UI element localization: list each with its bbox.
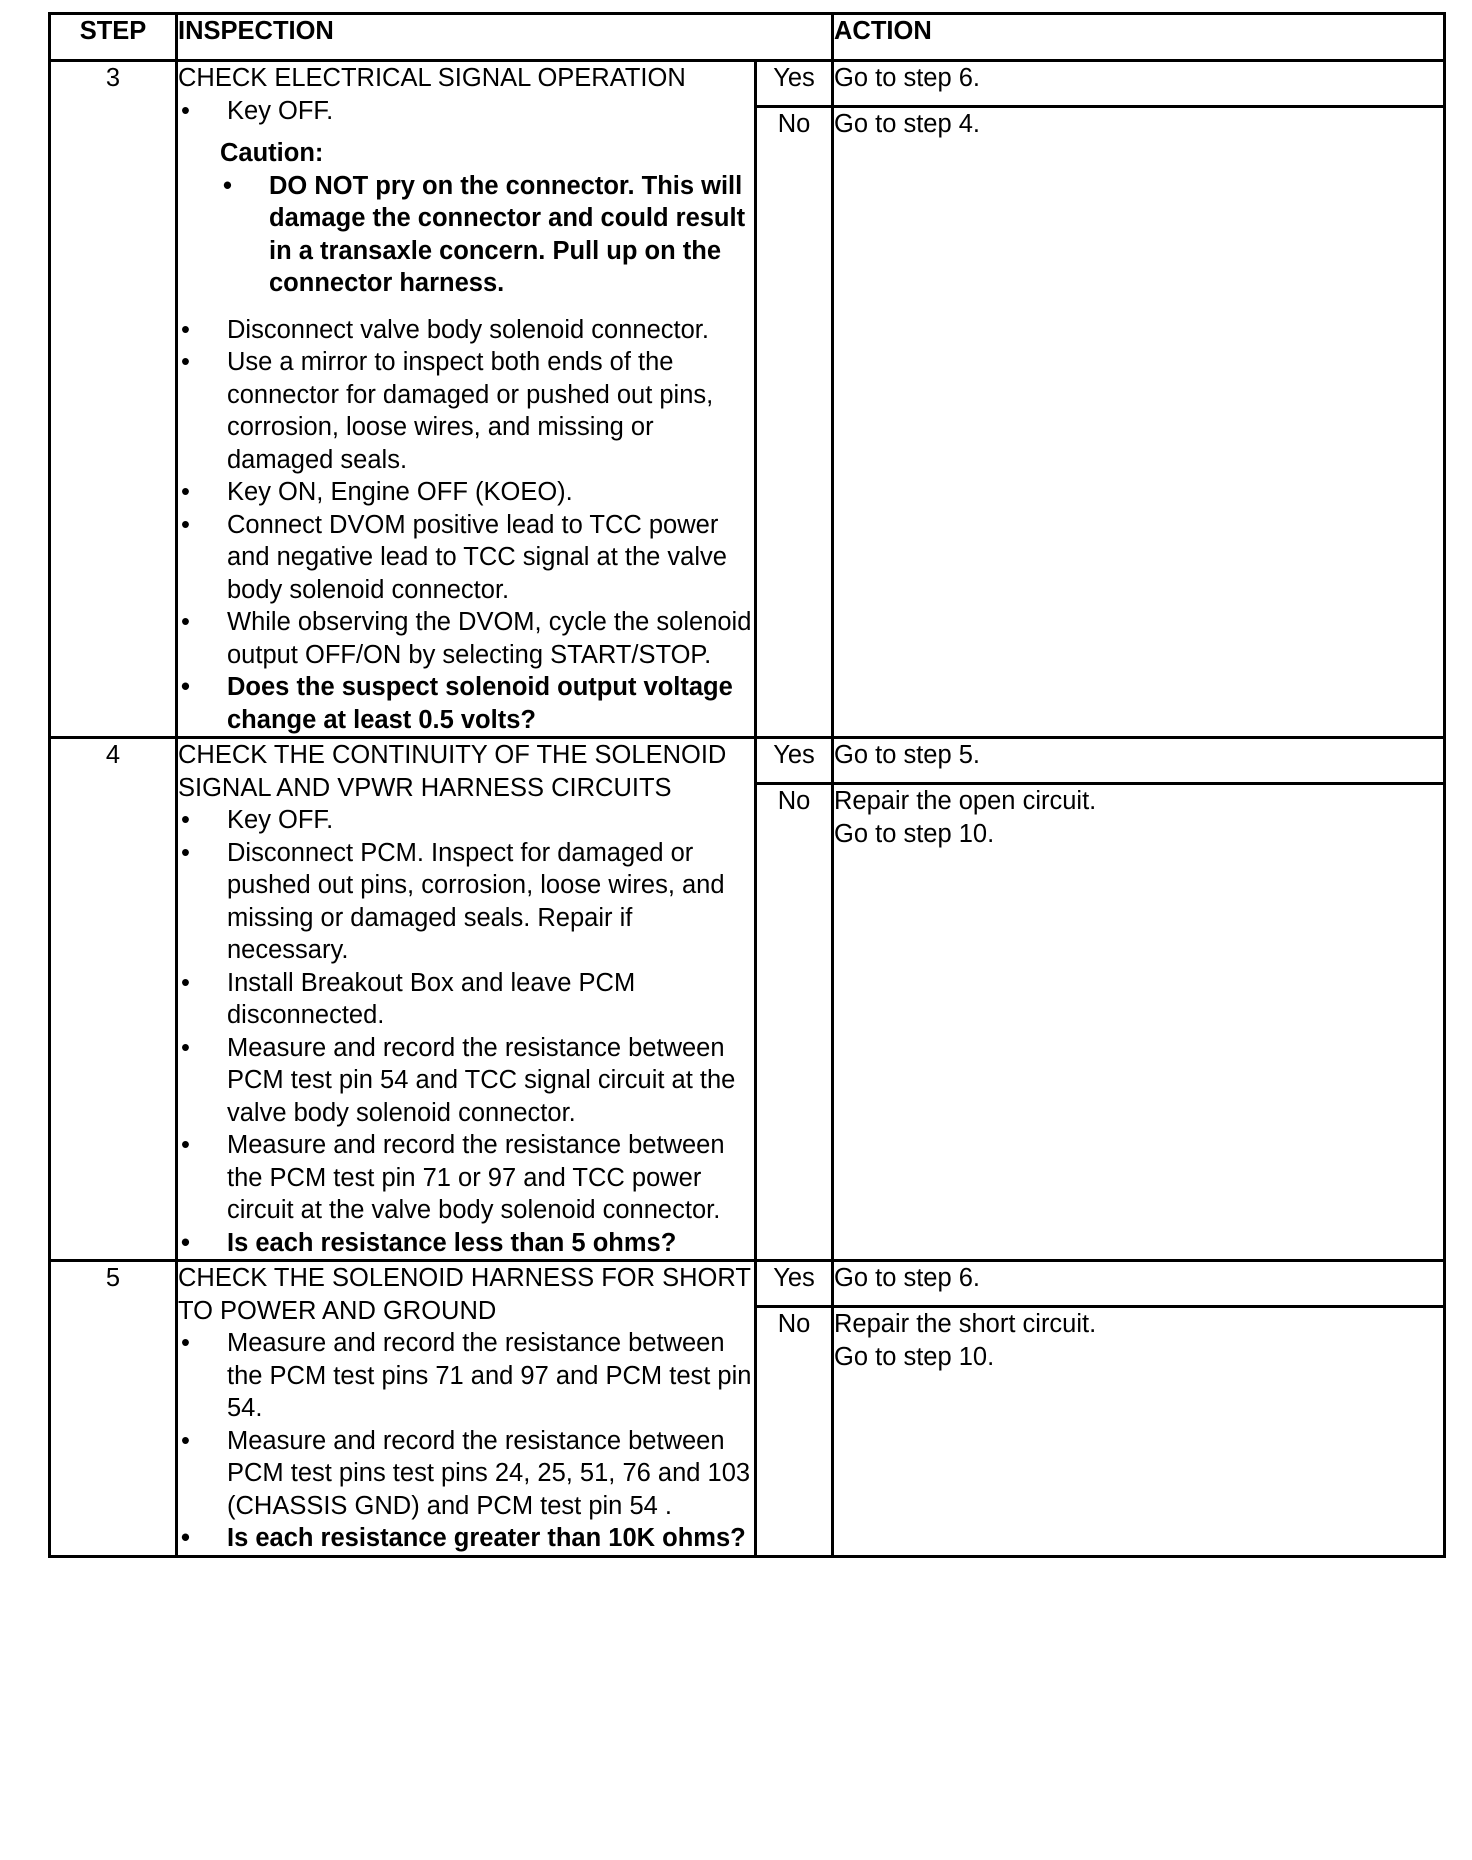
step-number: 3 <box>50 61 177 738</box>
bullet-item: • While observing the DVOM, cycle the solenoid output OFF/ON by selecting START/STOP. <box>178 606 754 671</box>
bullet-item: • Key OFF. <box>178 804 754 837</box>
caution-list <box>220 170 754 300</box>
no-label: No <box>756 784 833 1261</box>
yes-label: Yes <box>756 61 833 107</box>
yes-action: Go to step 6. <box>833 61 1445 107</box>
step-4-yes-row <box>50 738 1445 784</box>
bullet-item: • Install Breakout Box and leave PCM disconnected. <box>178 967 754 1032</box>
no-action <box>833 784 1445 1261</box>
inspection-header: INSPECTION <box>177 14 833 61</box>
question-item: • Does the suspect solenoid output voltage change at least 0.5 volts? <box>178 671 754 736</box>
step-5-yes-row <box>50 1261 1445 1307</box>
bullet-item: • Measure and record the resistance between the PCM test pins 71 and 97 and PCM test pin 54. <box>178 1327 754 1425</box>
question-item: • Is each resistance greater than 10K ohms? <box>178 1522 754 1555</box>
no-action-line: Repair the short circuit. <box>834 1310 1097 1338</box>
step-number: 5 <box>50 1261 177 1557</box>
bullet-item: • Measure and record the resistance between PCM test pins test pins 24, 25, 51, 76 and 103 (CHASSIS GND) and PCM test pin 54 . <box>178 1425 754 1523</box>
step-4-inspection <box>177 738 756 1261</box>
step-title: CHECK ELECTRICAL SIGNAL OPERATION <box>178 64 686 92</box>
no-action-line: Go to step 10. <box>834 819 995 848</box>
diagnostic-table <box>48 12 1446 1558</box>
no-action-line: Go to step 4. <box>834 110 981 138</box>
bullet-list <box>178 95 754 128</box>
yes-label: Yes <box>756 738 833 784</box>
no-label: No <box>756 107 833 738</box>
no-label: No <box>756 1307 833 1557</box>
bullet-item: • Disconnect PCM. Inspect for damaged or pushed out pins, corrosion, loose wires, and missing or damaged seals. Repair if necessary. <box>178 837 754 967</box>
step-5-inspection <box>177 1261 756 1557</box>
bullet-item: • Measure and record the resistance between the PCM test pin 71 or 97 and TCC power circuit at the valve body solenoid connector. <box>178 1129 754 1227</box>
yes-action: Go to step 6. <box>833 1261 1445 1307</box>
no-action <box>833 107 1445 738</box>
bullet-list <box>178 1327 754 1555</box>
step-header: STEP <box>50 14 177 61</box>
caution-item: • DO NOT pry on the connector. This will damage the connector and could result in a transaxle concern. Pull up on the connector harness. <box>220 170 754 300</box>
bullet-item: • Disconnect valve body solenoid connector. <box>178 314 754 347</box>
no-action-line: Go to step 10. <box>834 1342 995 1371</box>
bullet-item: • Connect DVOM positive lead to TCC power and negative lead to TCC signal at the valve body solenoid connector. <box>178 509 754 607</box>
yes-action: Go to step 5. <box>833 738 1445 784</box>
bullet-list <box>178 314 754 737</box>
step-3-yes-row <box>50 61 1445 107</box>
bullet-list <box>178 804 754 1259</box>
step-number: 4 <box>50 738 177 1261</box>
no-action <box>833 1307 1445 1557</box>
step-3-inspection <box>177 61 756 738</box>
step-title: CHECK THE SOLENOID HARNESS FOR SHORT TO POWER AND GROUND <box>178 1264 751 1325</box>
bullet-item: • Key ON, Engine OFF (KOEO). <box>178 476 754 509</box>
action-header: ACTION <box>833 14 1445 61</box>
no-action-line: Repair the open circuit. <box>834 787 1097 815</box>
caution-block <box>220 137 754 300</box>
bullet-item: • Key OFF. <box>178 95 754 128</box>
bullet-item: • Use a mirror to inspect both ends of the connector for damaged or pushed out pins, corrosion, loose wires, and missing or damaged seals. <box>178 346 754 476</box>
question-item: • Is each resistance less than 5 ohms? <box>178 1227 754 1260</box>
caution-title: Caution: <box>220 139 324 167</box>
header-row <box>50 14 1445 61</box>
step-title: CHECK THE CONTINUITY OF THE SOLENOID SIGNAL AND VPWR HARNESS CIRCUITS <box>178 741 727 802</box>
bullet-item: • Measure and record the resistance between PCM test pin 54 and TCC signal circuit at the valve body solenoid connector. <box>178 1032 754 1130</box>
yes-label: Yes <box>756 1261 833 1307</box>
